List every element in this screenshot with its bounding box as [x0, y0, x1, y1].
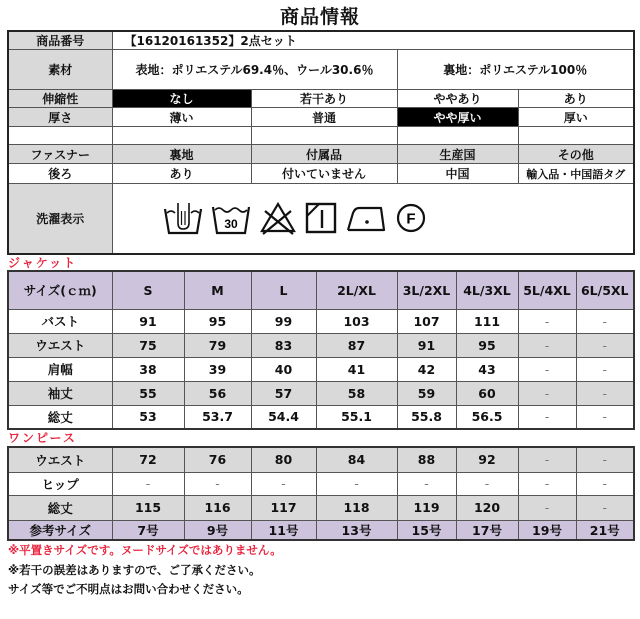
cell: 11号 [251, 520, 316, 540]
material-row [8, 50, 634, 90]
spec-value-row [8, 164, 634, 184]
cell: - [518, 472, 576, 495]
wash-30-icon [211, 201, 251, 235]
cell: 56.5 [456, 405, 518, 429]
empty-cell [251, 127, 397, 145]
cell: 95 [184, 309, 251, 333]
table-row [8, 381, 634, 405]
cell: 92 [456, 447, 518, 472]
cell: 43 [456, 357, 518, 381]
spec-value: あり [112, 164, 251, 184]
cell: 103 [316, 309, 397, 333]
table-row [8, 333, 634, 357]
spec-header: 生産国 [397, 145, 518, 164]
cell: 107 [397, 309, 456, 333]
cell: 7号 [112, 520, 184, 540]
cell: 75 [112, 333, 184, 357]
cell: 115 [112, 495, 184, 520]
cell: 56 [184, 381, 251, 405]
spec-value: 付いていません [251, 164, 397, 184]
product-number-value: 【16120161352】2点セット [112, 31, 634, 50]
stretch-option: 若干あり [251, 90, 397, 108]
cell: 55 [112, 381, 184, 405]
empty-cell [8, 127, 112, 145]
stretch-label: 伸縮性 [8, 90, 112, 108]
stretch-option: あり [518, 90, 634, 108]
notes [8, 541, 282, 600]
stretch-option: ややあり [397, 90, 518, 108]
cell: - [184, 472, 251, 495]
material-lining: 裏地：ポリエステル100％ [397, 50, 634, 90]
jacket-header-row [8, 271, 634, 309]
cell: - [316, 472, 397, 495]
cell: 38 [112, 357, 184, 381]
table-row [8, 309, 634, 333]
spec-header-row [8, 145, 634, 164]
cell: 41 [316, 357, 397, 381]
onepiece-size-table [7, 446, 635, 541]
low-iron-icon [345, 203, 387, 233]
cell: - [518, 309, 576, 333]
cell: 87 [316, 333, 397, 357]
material-label: 素材 [8, 50, 112, 90]
cell: 111 [456, 309, 518, 333]
size-header: S [112, 271, 184, 309]
cell: 76 [184, 447, 251, 472]
size-header: L [251, 271, 316, 309]
no-bleach-icon [259, 201, 297, 235]
care-icons-cell [112, 184, 634, 254]
cell: 119 [397, 495, 456, 520]
table-row [8, 495, 634, 520]
size-header: M [184, 271, 251, 309]
empty-row [8, 127, 634, 145]
cell: 17号 [456, 520, 518, 540]
note-flat-size: ※平置きサイズです。ヌードサイズではありません。 [8, 543, 282, 557]
cell: 116 [184, 495, 251, 520]
cell: 53 [112, 405, 184, 429]
table-row [8, 472, 634, 495]
reference-size-row [8, 520, 634, 540]
cell: 95 [456, 333, 518, 357]
cell: - [518, 495, 576, 520]
page-title: 商品情報 [279, 6, 360, 28]
size-header: 2L/XL [316, 271, 397, 309]
product-number-row [8, 31, 634, 50]
size-header: 5L/4XL [518, 271, 576, 309]
svg-text:30: 30 [223, 217, 238, 232]
cell: - [576, 447, 634, 472]
cell: 21号 [576, 520, 634, 540]
table-row [8, 447, 634, 472]
dry-clean-f-icon [395, 202, 427, 234]
cell: 91 [112, 309, 184, 333]
thickness-row [8, 108, 634, 127]
line-dry-icon [305, 202, 337, 234]
cell: - [576, 333, 634, 357]
spec-header: 裏地 [112, 145, 251, 164]
empty-cell [397, 127, 518, 145]
cell: 117 [251, 495, 316, 520]
cell: 84 [316, 447, 397, 472]
product-number-label: 商品番号 [8, 31, 112, 50]
spec-header: その他 [518, 145, 634, 164]
cell: - [518, 357, 576, 381]
row-label: ヒップ [8, 472, 112, 495]
cell: 88 [397, 447, 456, 472]
cell: 118 [316, 495, 397, 520]
spec-header: ファスナー [8, 145, 112, 164]
row-label: バスト [8, 309, 112, 333]
cell: 83 [251, 333, 316, 357]
thickness-option: 薄い [112, 108, 251, 127]
stretch-row [8, 90, 634, 108]
note-tolerance: ※若干の誤差はありますので、ご了承ください。 [8, 562, 261, 577]
row-label: 参考サイズ [8, 520, 112, 540]
cell: 42 [397, 357, 456, 381]
jacket-size-table [7, 270, 635, 430]
cell: - [518, 381, 576, 405]
empty-cell [518, 127, 634, 145]
cell: 13号 [316, 520, 397, 540]
cell: 57 [251, 381, 316, 405]
svg-text:F: F [405, 210, 416, 228]
cell: 40 [251, 357, 316, 381]
size-header: 3L/2XL [397, 271, 456, 309]
thickness-option: やや厚い [397, 108, 518, 127]
cell: - [576, 309, 634, 333]
cell: 39 [184, 357, 251, 381]
cell: - [518, 333, 576, 357]
cell: 91 [397, 333, 456, 357]
cell: - [518, 447, 576, 472]
cell: - [397, 472, 456, 495]
cell: 79 [184, 333, 251, 357]
cell: 80 [251, 447, 316, 472]
spec-value: 輸入品・中国語タグ [518, 164, 634, 184]
row-label: 総丈 [8, 405, 112, 429]
cell: 99 [251, 309, 316, 333]
spec-value: 後ろ [8, 164, 112, 184]
hand-wash-icon [163, 201, 203, 235]
cell: - [576, 495, 634, 520]
care-row [8, 184, 634, 254]
table-row [8, 357, 634, 381]
empty-cell [112, 127, 251, 145]
cell: - [576, 381, 634, 405]
size-header: サイズ(ｃｍ) [8, 271, 112, 309]
material-outer: 表地：ポリエステル69.4％、ウール30.6％ [112, 50, 397, 90]
cell: 55.8 [397, 405, 456, 429]
thickness-option: 厚い [518, 108, 634, 127]
cell: - [576, 472, 634, 495]
cell: 58 [316, 381, 397, 405]
cell: 54.4 [251, 405, 316, 429]
note-contact: サイズ等でご不明点はお問い合わせください。 [8, 582, 249, 596]
cell: - [112, 472, 184, 495]
cell: 19号 [518, 520, 576, 540]
cell: 55.1 [316, 405, 397, 429]
cell: - [576, 405, 634, 429]
cell: 120 [456, 495, 518, 520]
cell: - [456, 472, 518, 495]
size-header: 6L/5XL [576, 271, 634, 309]
spec-header: 付属品 [251, 145, 397, 164]
table-row [8, 405, 634, 429]
row-label: 袖丈 [8, 381, 112, 405]
row-label: ウエスト [8, 333, 112, 357]
thickness-option: 普通 [251, 108, 397, 127]
thickness-label: 厚さ [8, 108, 112, 127]
cell: 59 [397, 381, 456, 405]
cell: - [518, 405, 576, 429]
cell: 9号 [184, 520, 251, 540]
jacket-section-title: ジャケット [8, 256, 78, 270]
cell: 15号 [397, 520, 456, 540]
cell: 72 [112, 447, 184, 472]
stretch-option: なし [112, 90, 251, 108]
spec-value: 中国 [397, 164, 518, 184]
cell: - [251, 472, 316, 495]
onepiece-section-title: ワンピース [8, 431, 77, 445]
cell: 53.7 [184, 405, 251, 429]
care-label: 洗濯表示 [8, 184, 112, 254]
cell: 60 [456, 381, 518, 405]
row-label: 総丈 [8, 495, 112, 520]
row-label: ウエスト [8, 447, 112, 472]
row-label: 肩幅 [8, 357, 112, 381]
size-header: 4L/3XL [456, 271, 518, 309]
product-info-table [7, 30, 635, 255]
cell: - [576, 357, 634, 381]
